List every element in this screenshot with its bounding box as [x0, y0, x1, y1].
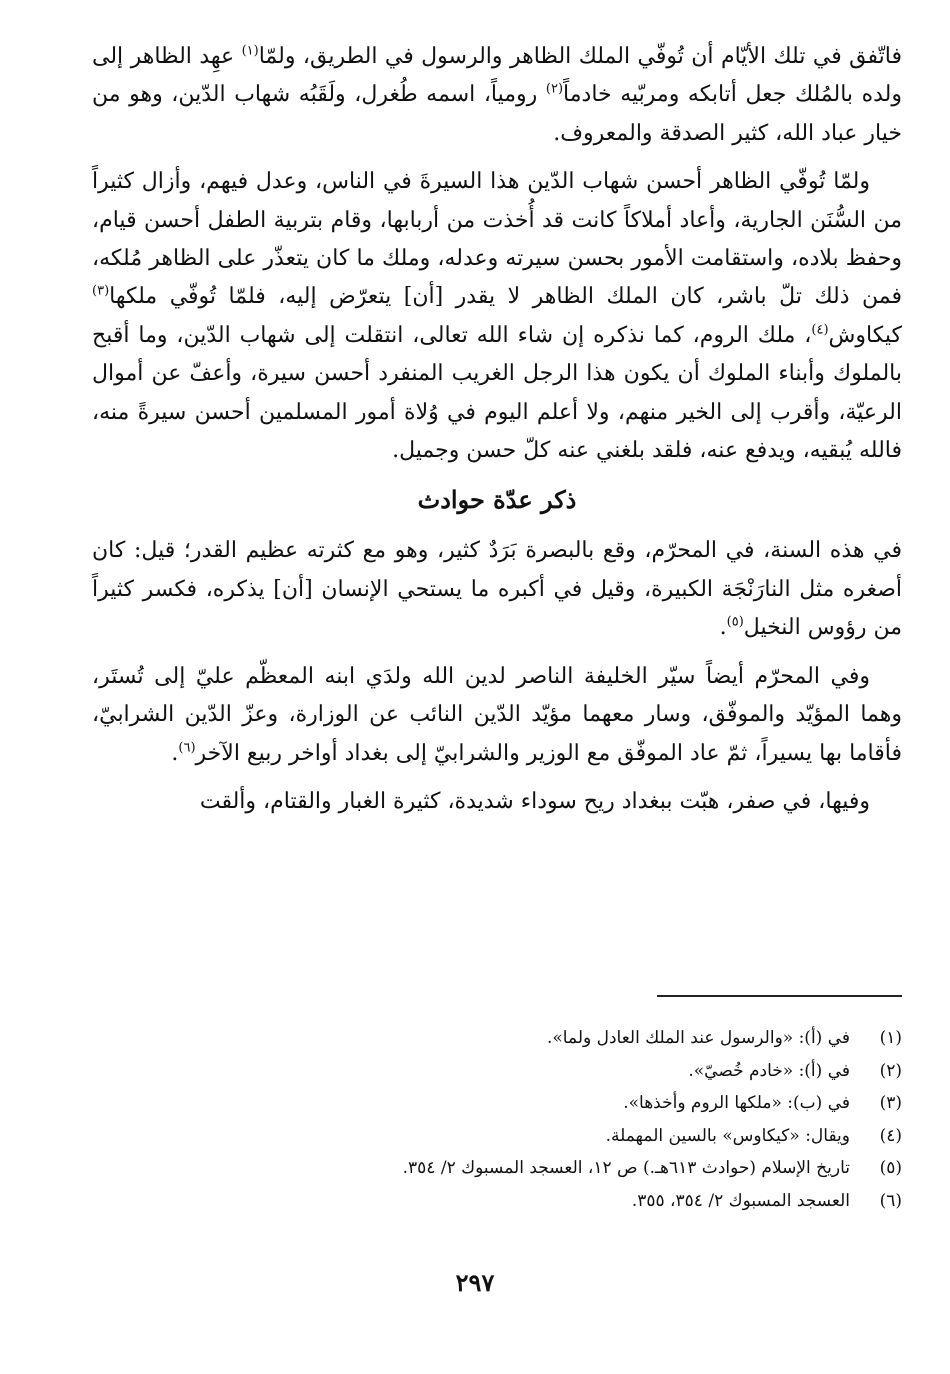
footnote-number: (٦)	[879, 1190, 902, 1211]
paragraph-4	[92, 658, 902, 773]
footnote-text: في (أ): «خادم خُصيّ».	[688, 1060, 850, 1081]
paragraph-2-part-2: كيكاوش	[828, 322, 902, 348]
paragraph-2-part-3: ، ملك الروم، كما نذكره إن شاء الله تعالى، انتقلت إلى شهاب الدّين، وما أقبح بالملوك وأبناء الملوك أن يكون هذا الرجل الغريب المنفرد أحسن سيرة، وأعفّ عن أموال الرعيّة، وأقرب إلى الخير منهم، ولا أعلم اليوم في وُلاة أمور المسلمين أحسن سيرةً منه، فالله يُبقيه، ويدفع عنه، فلقد بلغني عنه كلّ حسن وجميل.	[92, 322, 902, 464]
footnote-number: (٣)	[879, 1093, 902, 1113]
footnote	[92, 1055, 902, 1088]
footnote-text: في (أ): «والرسول عند الملك العادل ولما».	[547, 1028, 850, 1048]
paragraph-3-part-2: .	[719, 615, 727, 641]
paragraph-3-part-1: في هذه السنة، في المحرّم، وقع بالبصرة بَرَدٌ كثير، وهو مع كثرته عظيم القدر؛ قيل: كان أصغره مثل النارَنْجَة الكبيرة، وقيل في أكبره ما يستحي الإنسان [أن] يذكره، فكسر كثيراً من رؤوس النخيل	[92, 538, 902, 641]
paragraph-1	[92, 38, 902, 153]
footnotes	[92, 1022, 902, 1217]
page-number: ٢٩٧	[455, 1268, 495, 1297]
footnote-number: (١)	[879, 1028, 902, 1048]
footnote-number: (٤)	[879, 1125, 902, 1146]
footnote-text: تاريخ الإسلام (حوادث ٦١٣هـ.) ص ١٢، العسجد المسبوك ٢/ ٣٥٤.	[402, 1158, 850, 1178]
paragraph-4-part-2: .	[171, 740, 179, 766]
paragraph-5: وفيها، في صفر، هبّت ببغداد ريح سوداء شديدة، كثيرة الغبار والقتام، وألقت	[199, 788, 870, 814]
footnote	[92, 1120, 902, 1153]
main-text	[92, 38, 902, 831]
footnote-divider	[657, 995, 902, 997]
footnote-ref-4: (٤)	[811, 322, 829, 338]
paragraph-3	[92, 532, 902, 647]
paragraph-2	[92, 163, 902, 470]
footnote-ref-1: (١)	[241, 43, 259, 59]
paragraph-1-part-1: فاتّفق في تلك الأيّام أن تُوفّي الملك الظاهر والرسول في الطريق، ولمّا	[258, 44, 902, 69]
footnote-ref-5: (٥)	[726, 614, 744, 630]
footnote	[92, 1022, 902, 1055]
paragraph-1-part-2: عهِد الظاهر إلى ولده بالمُلك جعل أتابكه ومربّيه خادماً	[92, 44, 903, 108]
paragraph-1-part-3: رومياً، اسمه طُغرل، ولَقَبُه شهاب الدّين، وهو من خيار عباد الله، كثير الصدقة والمعروف.	[92, 82, 902, 146]
paragraph-2-part-1: ولمّا تُوفّي الظاهر أحسن شهاب الدّين هذا السيرةَ في الناس، وعدل فيهم، وأزال كثيراً من السُّنَن الجارية، وأعاد أملاكاً كانت قد أُخذت من أربابها، وقام بتربية الطفل أحسن قيام، وحفظ بلاده، واستقامت الأمور بحسن سيرته وعدله، وملك ما كان يتعذّر على الظاهر مُلكه، فمن ذلك تلّ باشر، كان الملك الظاهر لا يقدر [أن] يتعرّض إليه، فلمّا تُوفّي ملكها	[92, 169, 902, 310]
footnote-ref-2: (٢)	[545, 82, 564, 98]
footnote-ref-6: (٦)	[178, 740, 196, 756]
footnote-text: ويقال: «كيكاوس» بالسين المهملة.	[605, 1125, 850, 1146]
footnote-text: العسجد المسبوك ٢/ ٣٥٤، ٣٥٥.	[631, 1190, 850, 1211]
footnote-number: (٥)	[879, 1158, 902, 1178]
footnote-number: (٢)	[879, 1060, 902, 1081]
footnote-text: في (ب): «ملكها الروم وأخذها».	[623, 1093, 850, 1113]
section-heading: ذكر عدّة حوادث	[417, 485, 577, 515]
footnote	[92, 1087, 902, 1120]
footnote-ref-3: (٣)	[92, 284, 110, 300]
footnote	[92, 1185, 902, 1218]
footnote	[92, 1152, 902, 1185]
paragraph-4-part-1: وفي المحرّم أيضاً سيّر الخليفة الناصر لدين الله ولدَي ابنه المعظّم عليّ إلى تُستَر، وهما المؤيّد والموفّق، وسار معهما مؤيّد الدّين النائب عن الوزارة، وعزّ الدّين الشرابيّ، فأقاما بها يسيراً، ثمّ عاد الموفّق مع الوزير والشرابيّ إلى بغداد أواخر ربيع الآخر	[92, 663, 902, 766]
